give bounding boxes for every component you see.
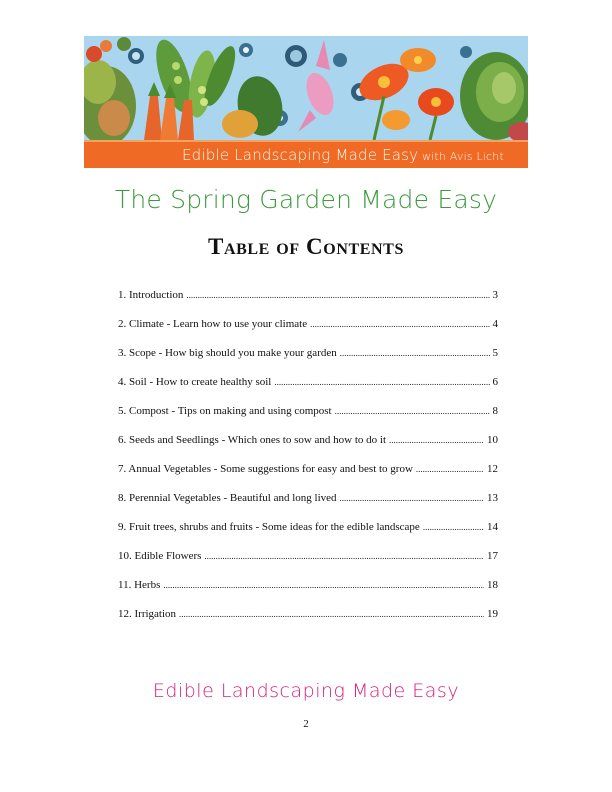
toc-entry[interactable] <box>118 513 498 542</box>
toc-entry-page: 18 <box>487 579 498 591</box>
garden-illustration <box>84 36 528 140</box>
toc-entry-page: 19 <box>487 608 498 620</box>
banner-title <box>182 146 504 164</box>
toc-leader-dots <box>423 513 484 542</box>
toc-entry-page: 13 <box>487 492 498 504</box>
toc-entry-label: 7. Annual Vegetables - Some suggestions for easy and best to grow <box>118 463 413 475</box>
toc-leader-dots <box>310 310 489 339</box>
header-banner <box>84 36 528 168</box>
toc-entry-label: 4. Soil - How to create healthy soil <box>118 376 272 388</box>
toc-entry-page: 5 <box>492 347 498 359</box>
toc-entry-page: 8 <box>492 405 498 417</box>
toc-leader-dots <box>186 281 489 310</box>
toc-entry-label: 1. Introduction <box>118 289 184 301</box>
toc-entry-label: 12. Irrigation <box>118 608 177 620</box>
toc-entry[interactable] <box>118 600 498 629</box>
toc-entry[interactable] <box>118 455 498 484</box>
banner-byline: with Avis Licht <box>418 150 504 163</box>
toc-entry-label: 5. Compost - Tips on making and using compost <box>118 405 332 417</box>
toc-leader-dots <box>340 339 490 368</box>
toc-entry-page: 10 <box>487 434 498 446</box>
toc-entry-label: 9. Fruit trees, shrubs and fruits - Some ideas for the edible landscape <box>118 521 420 533</box>
toc-entry-label: 8. Perennial Vegetables - Beautiful and long lived <box>118 492 337 504</box>
page-heading: Table of Contents <box>208 234 404 259</box>
banner-title-main: Edible Landscaping Made Easy <box>182 146 419 164</box>
toc-leader-dots <box>389 426 484 455</box>
toc-entry[interactable] <box>118 426 498 455</box>
footer-title: Edible Landscaping Made Easy <box>152 680 460 702</box>
toc-entry[interactable] <box>118 571 498 600</box>
document-subtitle: The Spring Garden Made Easy <box>114 185 498 214</box>
page-number: 2 <box>303 718 309 730</box>
toc-entry-label: 3. Scope - How big should you make your garden <box>118 347 337 359</box>
toc-leader-dots <box>335 397 490 426</box>
toc-entry-label: 10. Edible Flowers <box>118 550 202 562</box>
toc-leader-dots <box>416 455 484 484</box>
toc-leader-dots <box>163 571 484 600</box>
toc-leader-dots <box>204 542 484 571</box>
toc-entry-label: 11. Herbs <box>118 579 161 591</box>
toc-entry-page: 6 <box>492 376 498 388</box>
toc-entry-page: 17 <box>487 550 498 562</box>
banner-title-strip <box>84 140 528 168</box>
toc-entry[interactable] <box>118 397 498 426</box>
toc-entry-page: 12 <box>487 463 498 475</box>
toc-entry[interactable] <box>118 368 498 397</box>
toc-entry-label: 2. Climate - Learn how to use your climate <box>118 318 308 330</box>
toc-entry-page: 3 <box>492 289 498 301</box>
toc-entry[interactable] <box>118 310 498 339</box>
toc-entry-label: 6. Seeds and Seedlings - Which ones to sow and how to do it <box>118 434 387 446</box>
toc-entry[interactable] <box>118 542 498 571</box>
toc-leader-dots <box>179 600 484 629</box>
toc-leader-dots <box>274 368 489 397</box>
toc-entry[interactable] <box>118 484 498 513</box>
toc-entry-page: 14 <box>487 521 498 533</box>
toc-entry[interactable] <box>118 339 498 368</box>
table-of-contents <box>118 281 498 629</box>
toc-leader-dots <box>340 484 484 513</box>
toc-entry[interactable] <box>118 281 498 310</box>
toc-entry-page: 4 <box>492 318 498 330</box>
